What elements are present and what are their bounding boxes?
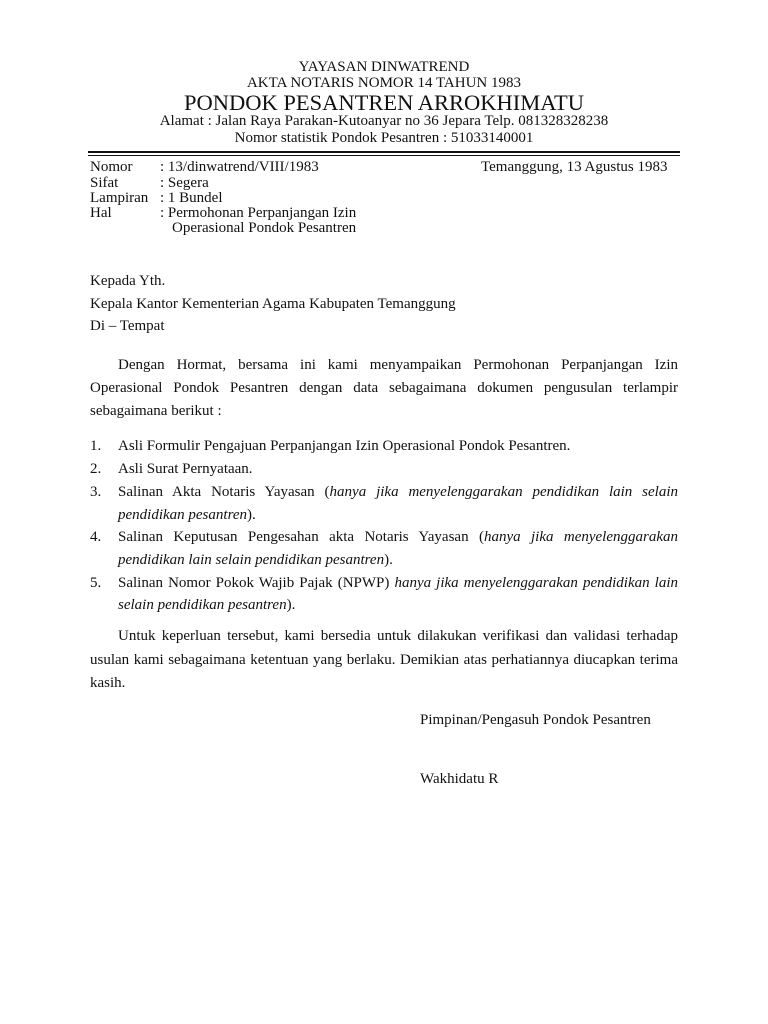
signature-position: Pimpinan/Pengasuh Pondok Pesantren bbox=[420, 712, 651, 729]
info-label-nomor: Nomor bbox=[90, 159, 133, 176]
info-label-hal: Hal bbox=[90, 205, 112, 222]
statistic-number: Nomor statistik Pondok Pesantren : 51033140001 bbox=[234, 130, 534, 147]
list-item-note: selain pendidikan pesantren bbox=[118, 597, 287, 614]
list-item-note: hanya jika menyelenggarakan pendidikan lain selain bbox=[329, 483, 678, 500]
signature-name: Wakhidatu R bbox=[420, 771, 499, 788]
list-item-text: ). bbox=[286, 597, 296, 614]
list-item-text: Salinan Keputusan Pengesahan akta Notaris Yayasan ( bbox=[118, 529, 484, 546]
list-item-line bbox=[118, 598, 295, 613]
info-value-hal: : Permohonan Perpanjangan Izin bbox=[160, 205, 357, 222]
list-item-note: pendidikan lain selain pendidikan pesantren bbox=[118, 551, 385, 568]
place-date: Temanggung, 13 Agustus 1983 bbox=[481, 159, 668, 176]
recipient-location: Di – Tempat bbox=[90, 318, 165, 335]
list-item-line bbox=[118, 485, 678, 500]
list-item-line bbox=[118, 553, 393, 568]
closing-paragraph-line: usulan kami sebagaimana ketentuan yang berlaku. Demikian atas perhatiannya diucapkan terima bbox=[90, 651, 678, 668]
letterhead-divider-thick bbox=[88, 151, 680, 153]
list-item-note: pendidikan pesantren bbox=[118, 506, 248, 523]
list-item-number: 5. bbox=[90, 574, 102, 591]
list-item-number: 2. bbox=[90, 461, 102, 478]
foundation-name: YAYASAN DINWATREND bbox=[298, 59, 470, 75]
closing-paragraph-line: kasih. bbox=[90, 674, 126, 691]
list-item-line bbox=[118, 576, 678, 591]
info-value-sifat: : Segera bbox=[160, 175, 209, 192]
list-item-text: Salinan Akta Notaris Yayasan ( bbox=[118, 483, 330, 500]
info-value-hal-continuation: Operasional Pondok Pesantren bbox=[172, 220, 357, 237]
letterhead-divider-thin bbox=[88, 155, 680, 156]
recipient-addressee: Kepala Kantor Kementerian Agama Kabupaten Temanggung bbox=[90, 295, 456, 312]
institution-address: Alamat : Jalan Raya Parakan-Kutoanyar no 36 Jepara Telp. 081328328238 bbox=[159, 113, 609, 130]
list-item-number: 1. bbox=[90, 438, 102, 455]
opening-paragraph-line: sebagaimana berikut : bbox=[90, 402, 222, 419]
list-item-text: Asli Surat Pernyataan. bbox=[118, 461, 253, 478]
institution-name: PONDOK PESANTREN ARROKHIMATU bbox=[183, 89, 585, 115]
info-value-lampiran: : 1 Bundel bbox=[160, 190, 223, 207]
closing-paragraph-line: Untuk keperluan tersebut, kami bersedia untuk dilakukan verifikasi dan validasi terhadap bbox=[118, 628, 678, 645]
list-item-line bbox=[118, 508, 256, 523]
info-label-lampiran: Lampiran bbox=[90, 190, 149, 207]
list-item-number: 4. bbox=[90, 529, 102, 546]
recipient-salutation: Kepada Yth. bbox=[90, 273, 166, 290]
list-item-text: Asli Formulir Pengajuan Perpanjangan Izin Operasional Pondok Pesantren. bbox=[118, 438, 571, 455]
list-item-text: ). bbox=[384, 551, 393, 568]
list-item-note: hanya jika menyelenggarakan pendidikan lain bbox=[394, 574, 679, 591]
list-item-text: ). bbox=[247, 506, 256, 523]
list-item-text: Salinan Nomor Pokok Wajib Pajak (NPWP) bbox=[118, 574, 395, 591]
info-label-sifat: Sifat bbox=[90, 175, 119, 192]
opening-paragraph-line: Dengan Hormat, bersama ini kami menyampaikan Permohonan Perpanjangan Izin bbox=[118, 357, 678, 374]
info-value-nomor: : 13/dinwatrend/VIII/1983 bbox=[160, 159, 319, 176]
opening-paragraph-line: Operasional Pondok Pesantren dengan data sebagaimana dokumen pengusulan terlampir bbox=[90, 380, 678, 397]
list-item-number: 3. bbox=[90, 483, 102, 500]
list-item-note: hanya jika menyelenggarakan bbox=[483, 529, 678, 546]
list-item-line bbox=[118, 530, 678, 545]
notary-deed: AKTA NOTARIS NOMOR 14 TAHUN 1983 bbox=[246, 75, 522, 91]
